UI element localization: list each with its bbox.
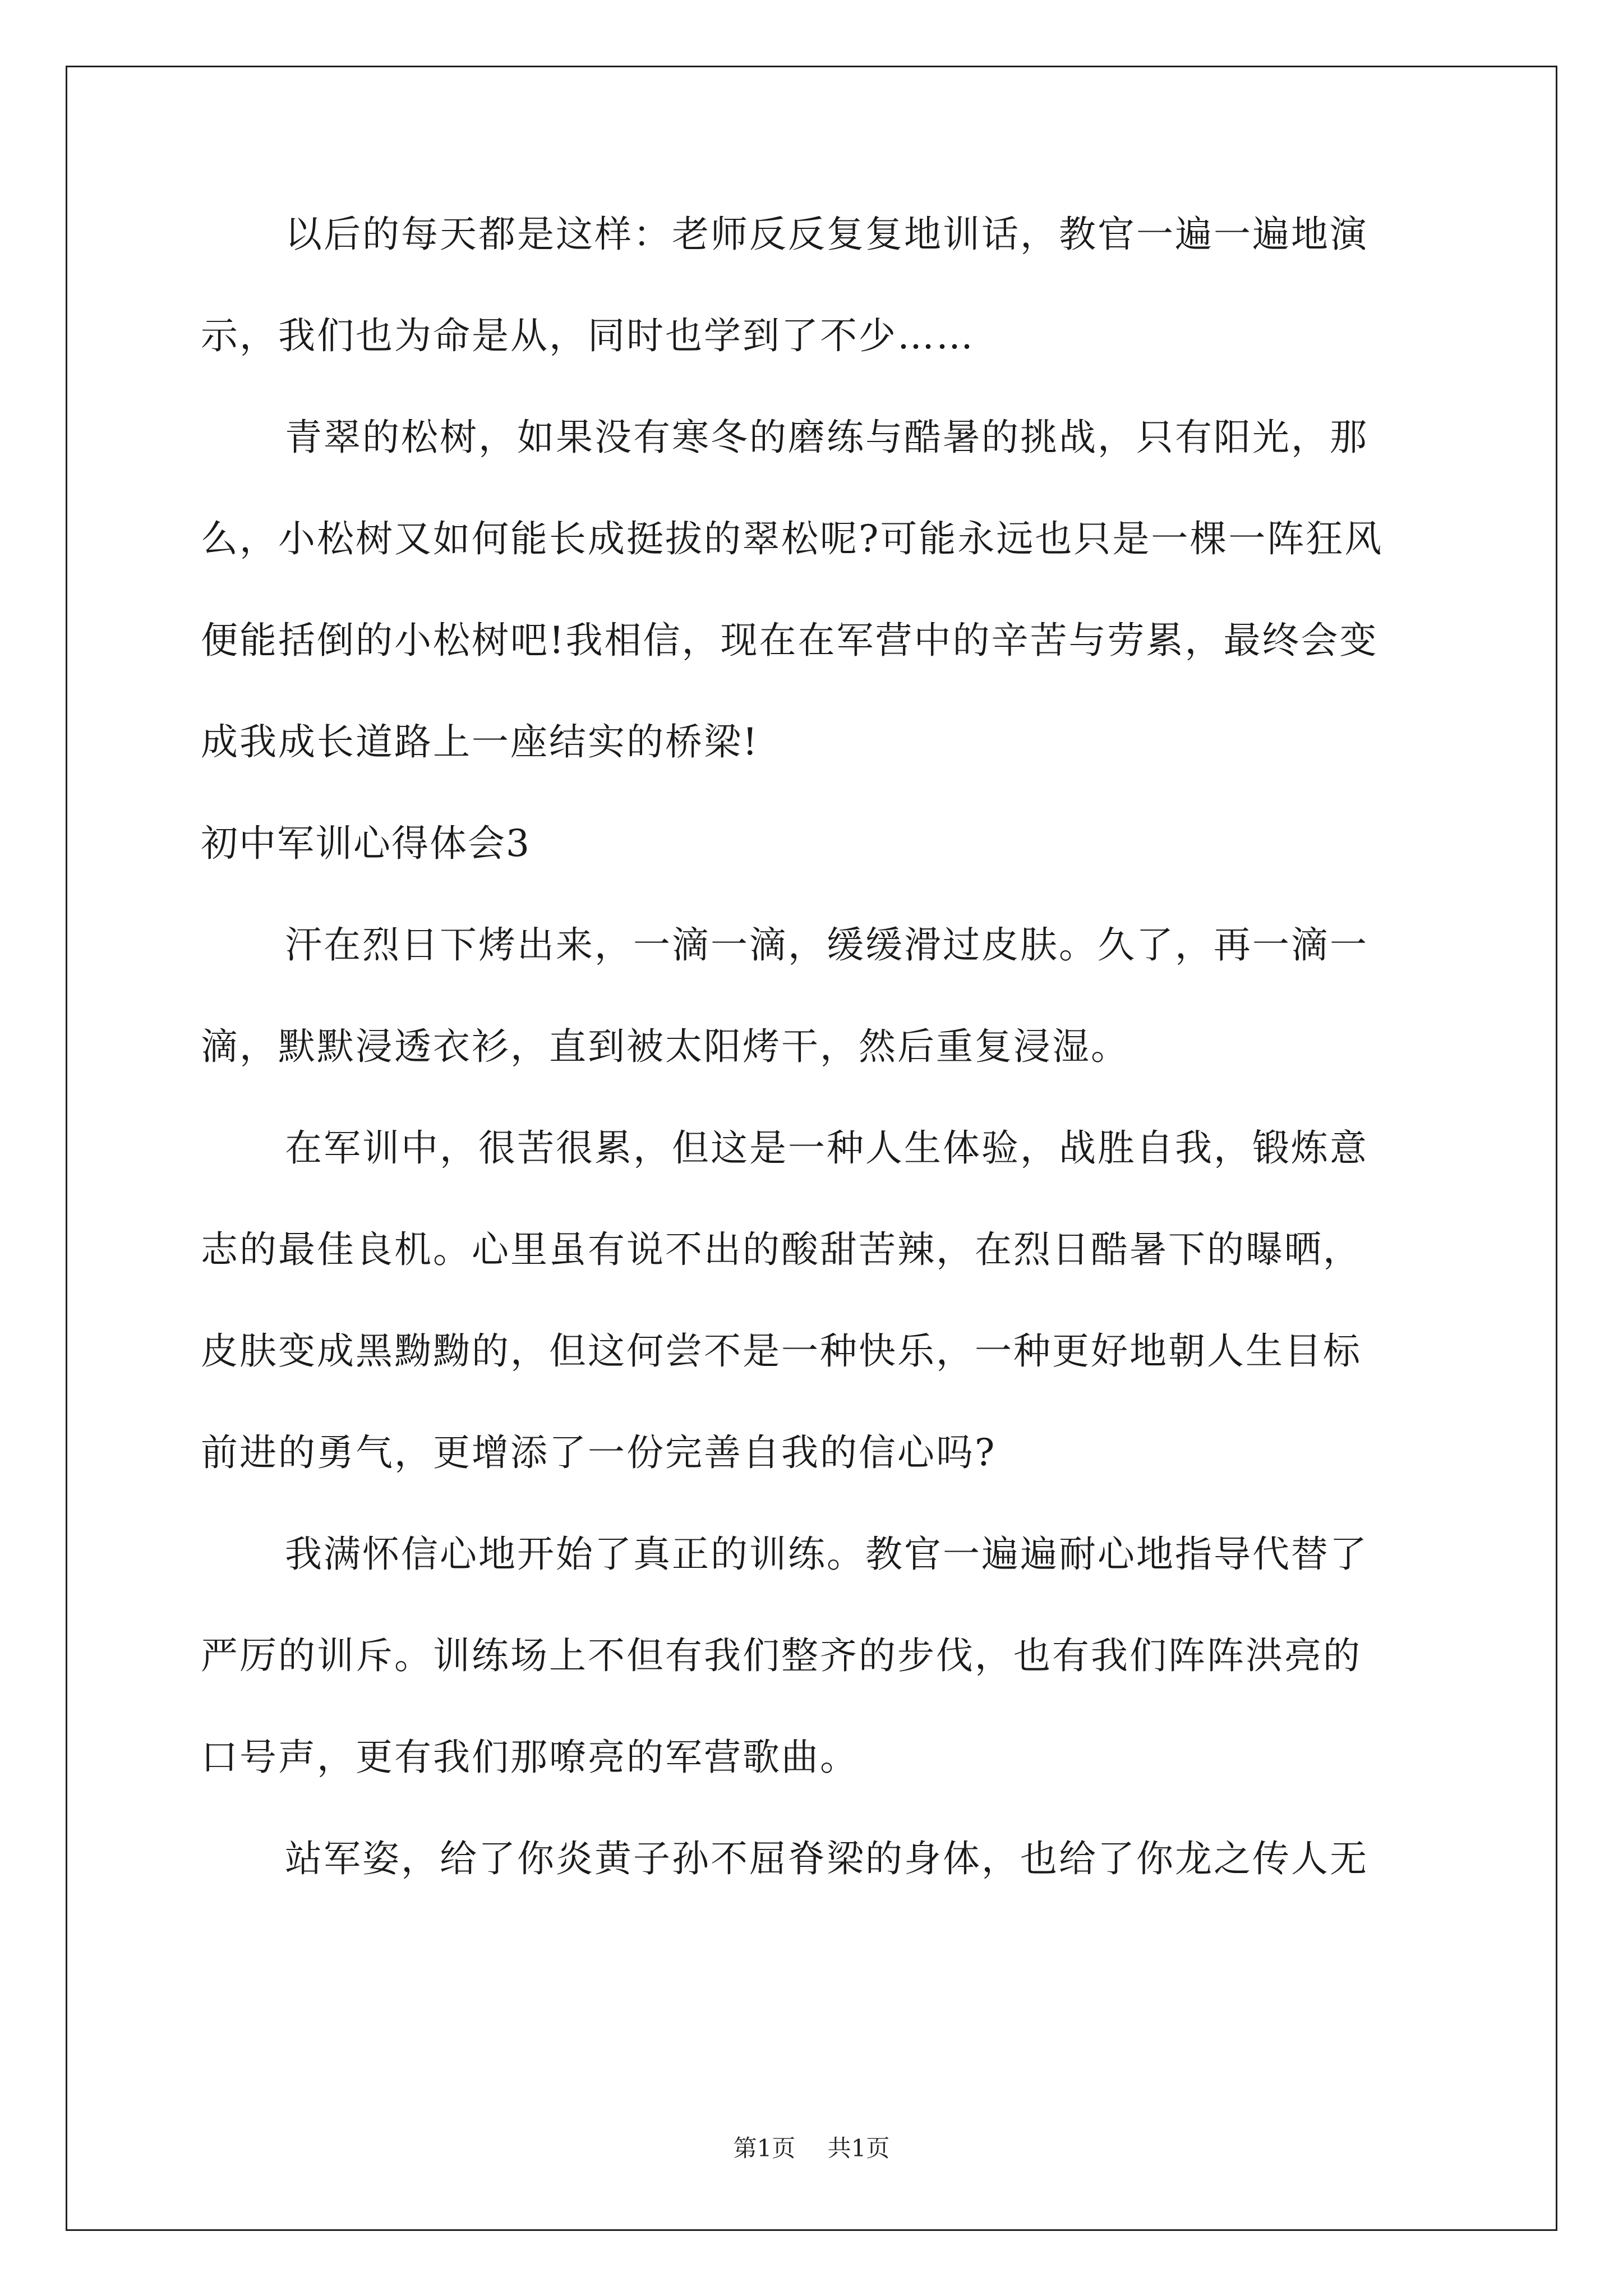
page-footer xyxy=(0,2132,1623,2165)
text-line: 汗在烈日下烤出来，一滴一滴，缓缓滑过皮肤。久了，再一滴一 xyxy=(285,923,1368,967)
text-line: 成我成长道路上一座结实的桥梁! xyxy=(201,720,759,763)
text-line: 严厉的训斥。训练场上不但有我们整齐的步伐，也有我们阵阵洪亮的 xyxy=(201,1634,1362,1677)
text-line: 我满怀信心地开始了真正的训练。教官一遍遍耐心地指导代替了 xyxy=(285,1533,1368,1576)
page-total: 共1页 xyxy=(827,2134,890,2162)
section-heading: 初中军训心得体会3 xyxy=(201,822,531,865)
text-line: 滴，默默浸透衣衫，直到被太阳烤干，然后重复浸湿。 xyxy=(201,1025,1129,1068)
text-line: 口号声，更有我们那嘹亮的军营歌曲。 xyxy=(201,1736,859,1779)
text-line: 青翠的松树，如果没有寒冬的磨练与酷暑的挑战，只有阳光，那 xyxy=(285,416,1368,459)
text-line: 志的最佳良机。心里虽有说不出的酸甜苦辣，在烈日酷暑下的曝晒， xyxy=(201,1228,1362,1271)
text-line: 以后的每天都是这样：老师反反复复地训话，教官一遍一遍地演 xyxy=(285,213,1368,256)
text-line: 么，小松树又如何能长成挺拔的翠松呢?可能永远也只是一棵一阵狂风 xyxy=(201,517,1384,560)
text-line: 前进的勇气，更增添了一份完善自我的信心吗? xyxy=(201,1431,997,1474)
document-body xyxy=(201,206,1435,1932)
text-line: 便能括倒的小松树吧!我相信，现在在军营中的辛苦与劳累，最终会变 xyxy=(201,619,1378,662)
text-line: 示，我们也为命是从，同时也学到了不少…… xyxy=(201,314,975,357)
text-line: 站军姿，给了你炎黄子孙不屈脊梁的身体，也给了你龙之传人无 xyxy=(285,1837,1368,1880)
page-number: 第1页 xyxy=(733,2134,796,2162)
text-line: 在军训中，很苦很累，但这是一种人生体验，战胜自我，锻炼意 xyxy=(285,1126,1368,1170)
text-line: 皮肤变成黑黝黝的，但这何尝不是一种快乐，一种更好地朝人生目标 xyxy=(201,1329,1362,1373)
